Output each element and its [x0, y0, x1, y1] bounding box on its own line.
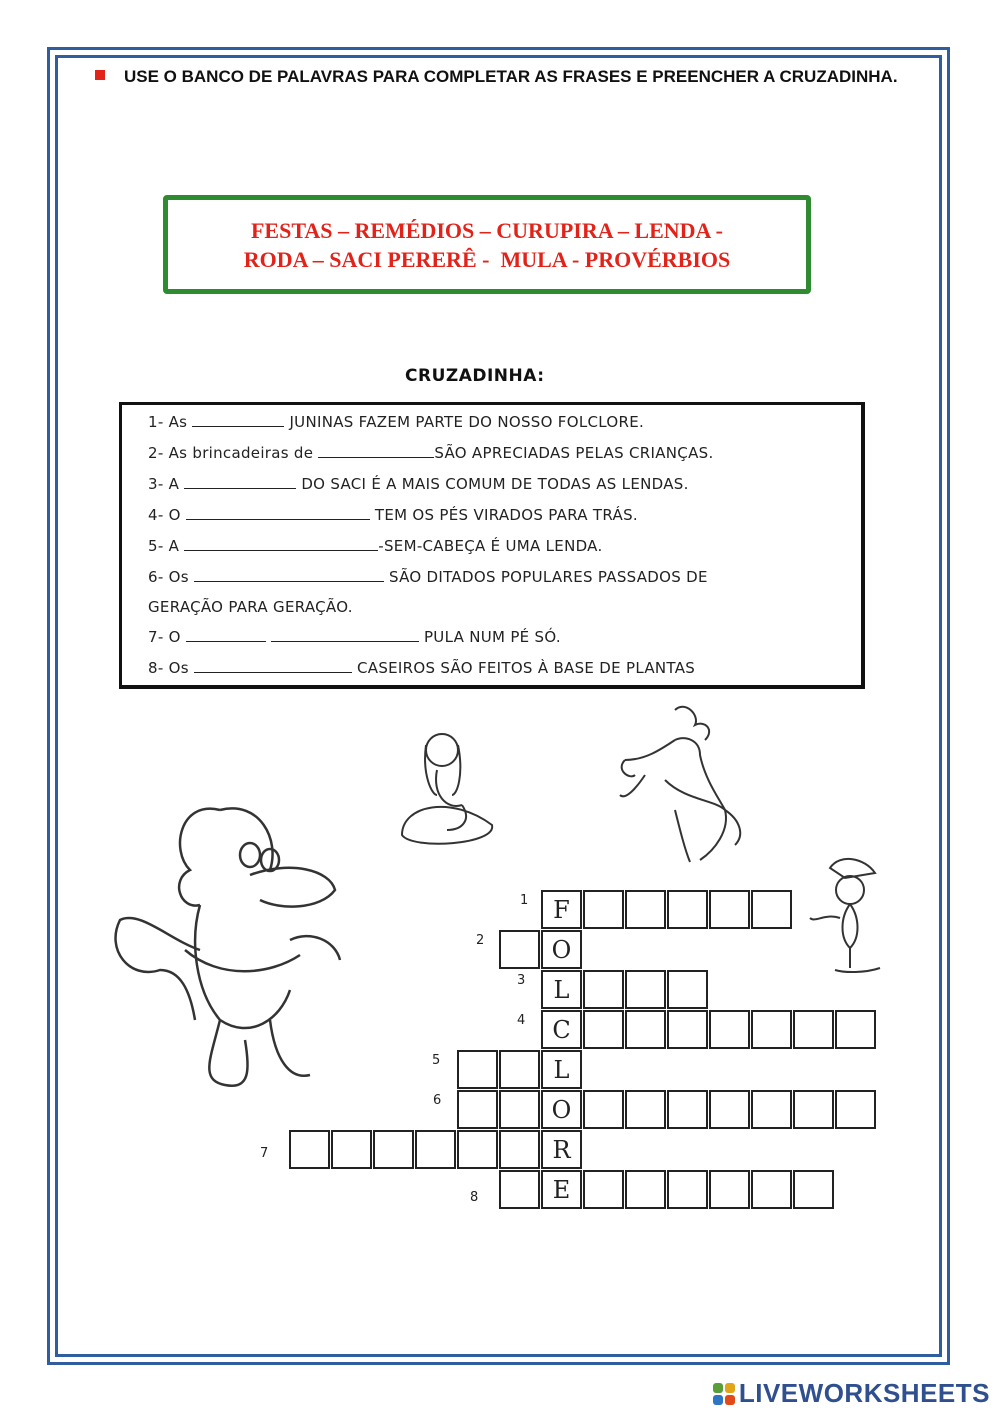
- answer-blank[interactable]: [186, 505, 370, 520]
- crossword-row-number: 7: [260, 1146, 269, 1161]
- crossword-row-number: 3: [517, 973, 526, 988]
- crossword-cell[interactable]: [709, 1090, 750, 1129]
- answer-blank[interactable]: [184, 474, 296, 489]
- mermaid-illustration: [392, 725, 502, 850]
- clue-4: [148, 505, 638, 524]
- crossword-cell[interactable]: [709, 890, 750, 929]
- crossword-cell[interactable]: [709, 1170, 750, 1209]
- crossword-letter-cell: O: [541, 930, 582, 969]
- crossword-row-number: 6: [433, 1093, 442, 1108]
- clue-text: GERAÇÃO PARA GERAÇÃO.: [148, 598, 353, 616]
- word-bank-line-1: FESTAS – REMÉDIOS – CURUPIRA – LENDA -: [250, 217, 724, 243]
- crossword-cell[interactable]: [667, 1170, 708, 1209]
- crossword-title: CRUZADINHA:: [405, 366, 545, 386]
- crossword-cell[interactable]: [457, 1090, 498, 1129]
- crossword-cell[interactable]: [625, 970, 666, 1009]
- crossword-letter-cell: F: [541, 890, 582, 929]
- crossword-cell[interactable]: [457, 1050, 498, 1089]
- crossword-cell[interactable]: [835, 1090, 876, 1129]
- clue-text: 4- O: [148, 506, 186, 524]
- crossword-row-number: 5: [432, 1053, 441, 1068]
- answer-blank[interactable]: [186, 627, 266, 642]
- crossword-letter-cell: L: [541, 970, 582, 1009]
- crossword-cell[interactable]: [499, 1050, 540, 1089]
- word-bank-line-2: RODA – SACI PERERÊ - MULA - PROVÉRBIOS: [243, 246, 731, 272]
- clue-text: CASEIROS SÃO FEITOS À BASE DE PLANTAS: [351, 659, 696, 677]
- crossword-cell[interactable]: [499, 1130, 540, 1169]
- crossword-cell[interactable]: [793, 1090, 834, 1129]
- headless-mule-illustration: [605, 700, 755, 870]
- clue-8: [148, 658, 695, 677]
- clue-text: PULA NUM PÉ SÓ.: [418, 628, 561, 646]
- crossword-cell[interactable]: [583, 1090, 624, 1129]
- clue-text: SÃO APRECIADAS PELAS CRIANÇAS.: [434, 444, 714, 462]
- clue-text: 5- A: [148, 537, 185, 555]
- clue-6: [148, 567, 708, 586]
- brand-name: LIVEWORKSHEETS: [738, 1378, 990, 1408]
- crossword-cell[interactable]: [793, 1170, 834, 1209]
- clue-text: 6- Os: [148, 568, 194, 586]
- clue-text: 1- As: [148, 413, 193, 431]
- crossword-cell[interactable]: [499, 930, 540, 969]
- liveworksheets-logo-icon: [713, 1383, 735, 1405]
- crossword-cell[interactable]: [709, 1010, 750, 1049]
- answer-blank[interactable]: [271, 627, 419, 642]
- alligator-illustration: [100, 790, 350, 1100]
- saci-illustration: [805, 848, 895, 978]
- crossword-cell[interactable]: [751, 890, 792, 929]
- clue-6-continued: [148, 598, 353, 616]
- crossword-cell[interactable]: [667, 970, 708, 1009]
- crossword-row-number: 1: [520, 893, 529, 908]
- clue-text: DO SACI É A MAIS COMUM DE TODAS AS LENDAS.: [296, 475, 689, 493]
- crossword-cell[interactable]: [457, 1130, 498, 1169]
- crossword-cell[interactable]: [793, 1010, 834, 1049]
- crossword-cell[interactable]: [625, 890, 666, 929]
- crossword-cell[interactable]: [289, 1130, 330, 1169]
- crossword-cell[interactable]: [751, 1170, 792, 1209]
- crossword-cell[interactable]: [331, 1130, 372, 1169]
- crossword-cell[interactable]: [415, 1130, 456, 1169]
- answer-blank[interactable]: [318, 443, 434, 458]
- clue-7: [148, 627, 561, 646]
- clue-text: JUNINAS FAZEM PARTE DO NOSSO FOLCLORE.: [284, 413, 645, 431]
- crossword-letter-cell: O: [541, 1090, 582, 1129]
- crossword-cell[interactable]: [625, 1170, 666, 1209]
- crossword-row-number: 4: [517, 1013, 526, 1028]
- crossword-row-number: 8: [470, 1190, 479, 1205]
- crossword-letter-cell: R: [541, 1130, 582, 1169]
- crossword-cell[interactable]: [373, 1130, 414, 1169]
- crossword-letter-cell: L: [541, 1050, 582, 1089]
- crossword-cell[interactable]: [625, 1090, 666, 1129]
- crossword-cell[interactable]: [625, 1010, 666, 1049]
- clue-text: 2- As brincadeiras de: [148, 444, 319, 462]
- clue-text: 8- Os: [148, 659, 194, 677]
- crossword-cell[interactable]: [751, 1090, 792, 1129]
- instruction-text: USE O BANCO DE PALAVRAS PARA COMPLETAR AS FRASES E PREENCHER A CRUZADINHA.: [124, 67, 898, 86]
- clue-3: [148, 474, 689, 493]
- clue-text: 7- O: [148, 628, 186, 646]
- crossword-cell[interactable]: [499, 1170, 540, 1209]
- answer-blank[interactable]: [184, 536, 378, 551]
- word-bank: [163, 195, 811, 294]
- bullet-icon: [95, 70, 105, 80]
- crossword-cell[interactable]: [583, 890, 624, 929]
- crossword-cell[interactable]: [667, 890, 708, 929]
- clue-2: [148, 443, 714, 462]
- crossword-cell[interactable]: [835, 1010, 876, 1049]
- crossword-letter-cell: C: [541, 1010, 582, 1049]
- clue-1: [148, 412, 644, 431]
- answer-blank[interactable]: [194, 658, 352, 673]
- clue-text: -SEM-CABEÇA É UMA LENDA.: [378, 537, 603, 555]
- answer-blank[interactable]: [194, 567, 384, 582]
- crossword-row-number: 2: [476, 933, 485, 948]
- clues-box: [119, 402, 865, 689]
- crossword-cell[interactable]: [583, 970, 624, 1009]
- crossword-cell[interactable]: [583, 1170, 624, 1209]
- clue-text: TEM OS PÉS VIRADOS PARA TRÁS.: [369, 506, 638, 524]
- clue-text: SÃO DITADOS POPULARES PASSADOS DE: [383, 568, 708, 586]
- crossword-cell[interactable]: [667, 1010, 708, 1049]
- clue-text: 3- A: [148, 475, 185, 493]
- crossword-cell[interactable]: [583, 1010, 624, 1049]
- clue-5: [148, 536, 603, 555]
- crossword-cell[interactable]: [751, 1010, 792, 1049]
- crossword-letter-cell: E: [541, 1170, 582, 1209]
- liveworksheets-logo: [713, 1378, 990, 1409]
- answer-blank[interactable]: [192, 412, 284, 427]
- crossword-cell[interactable]: [667, 1090, 708, 1129]
- crossword-cell[interactable]: [499, 1090, 540, 1129]
